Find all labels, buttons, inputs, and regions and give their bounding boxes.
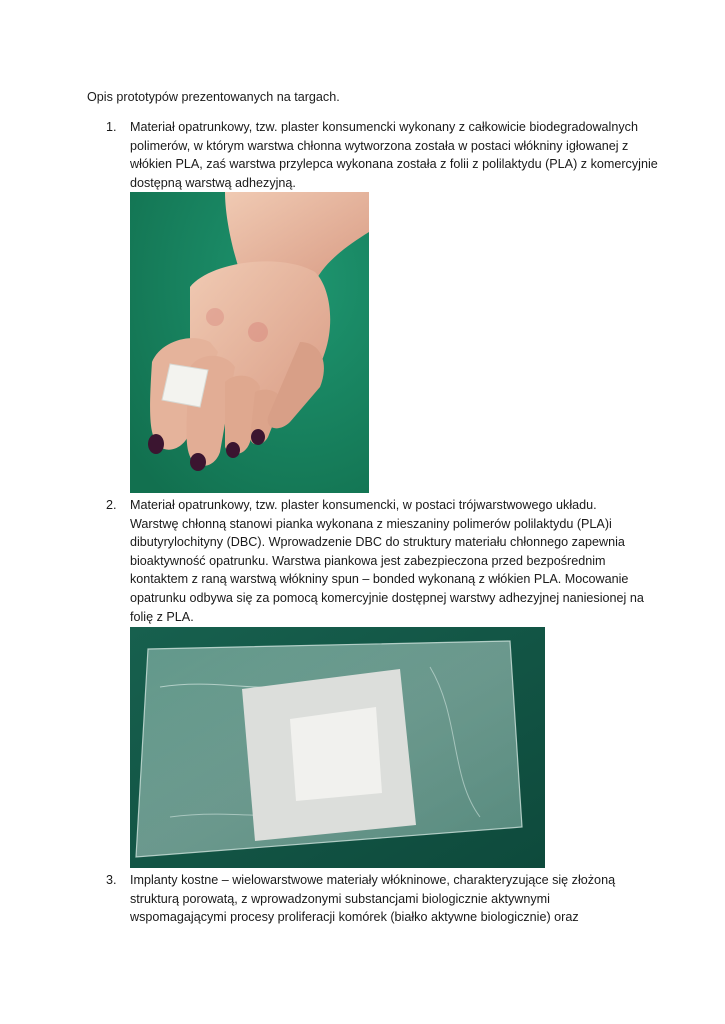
list-item-number: 1.: [106, 120, 117, 134]
intro-heading: Opis prototypów prezentowanych na targach.: [87, 90, 340, 104]
text-line: dibutyrylochityny (DBC). Wprowadzenie DBC do struktury materiału chłonnego zapewnia: [130, 535, 625, 550]
text-line: polimerów, w którym warstwa chłonna wytworzona została w postaci włókniny igłowanej z: [130, 138, 629, 153]
list-item-number: 3.: [106, 873, 117, 887]
text-line: kontaktem z raną warstwą włókniny spun – bonded wykonaną z włókien PLA. Mocowanie: [130, 572, 629, 587]
text-line: Warstwę chłonną stanowi pianka wykonana z mieszaniny polimerów polilaktydu (PLA)i: [130, 516, 612, 531]
list-item-number: 2.: [106, 498, 117, 512]
text-line: Implanty kostne – wielowarstwowe materiały włókninowe, charakteryzujące się złożoną: [130, 873, 616, 887]
text-line: strukturą porowatą, z wprowadzonymi substancjami biologicznie aktywnymi: [130, 891, 550, 906]
photo-hand-with-plaster: [130, 192, 369, 493]
text-line: bioaktywność opatrunku. Warstwa piankowa jest zabezpieczona przed bezpośrednim: [130, 553, 606, 568]
text-line: dostępną warstwą adhezyjną.: [130, 175, 296, 190]
text-line: Materiał opatrunkowy, tzw. plaster konsumencki wykonany z całkowicie biodegradowalnych: [130, 120, 638, 134]
text-line: włókien PLA, zaś warstwa przylepca wykonana została z folii z polilaktydu (PLA) z komercyjnie: [130, 157, 658, 172]
list-item-text: [130, 496, 646, 626]
text-line: folię z PLA.: [130, 609, 194, 624]
list-item-1: [106, 118, 658, 192]
list-item-3: [106, 871, 646, 927]
text-line: Materiał opatrunkowy, tzw. plaster konsumencki, w postaci trójwarstwowego układu.: [130, 498, 597, 512]
list-item-text: [130, 118, 658, 192]
text-line: wspomagającymi procesy proliferacji komórek (białko aktywne biologicznie) oraz: [130, 910, 579, 925]
list-item-2: [106, 496, 646, 626]
photo-three-layer-dressing: [130, 627, 545, 868]
text-line: opatrunku odbywa się za pomocą komercyjnie dostępnej warstwy adhezyjnej naniesionej na: [130, 590, 644, 605]
list-item-text: [130, 871, 646, 927]
